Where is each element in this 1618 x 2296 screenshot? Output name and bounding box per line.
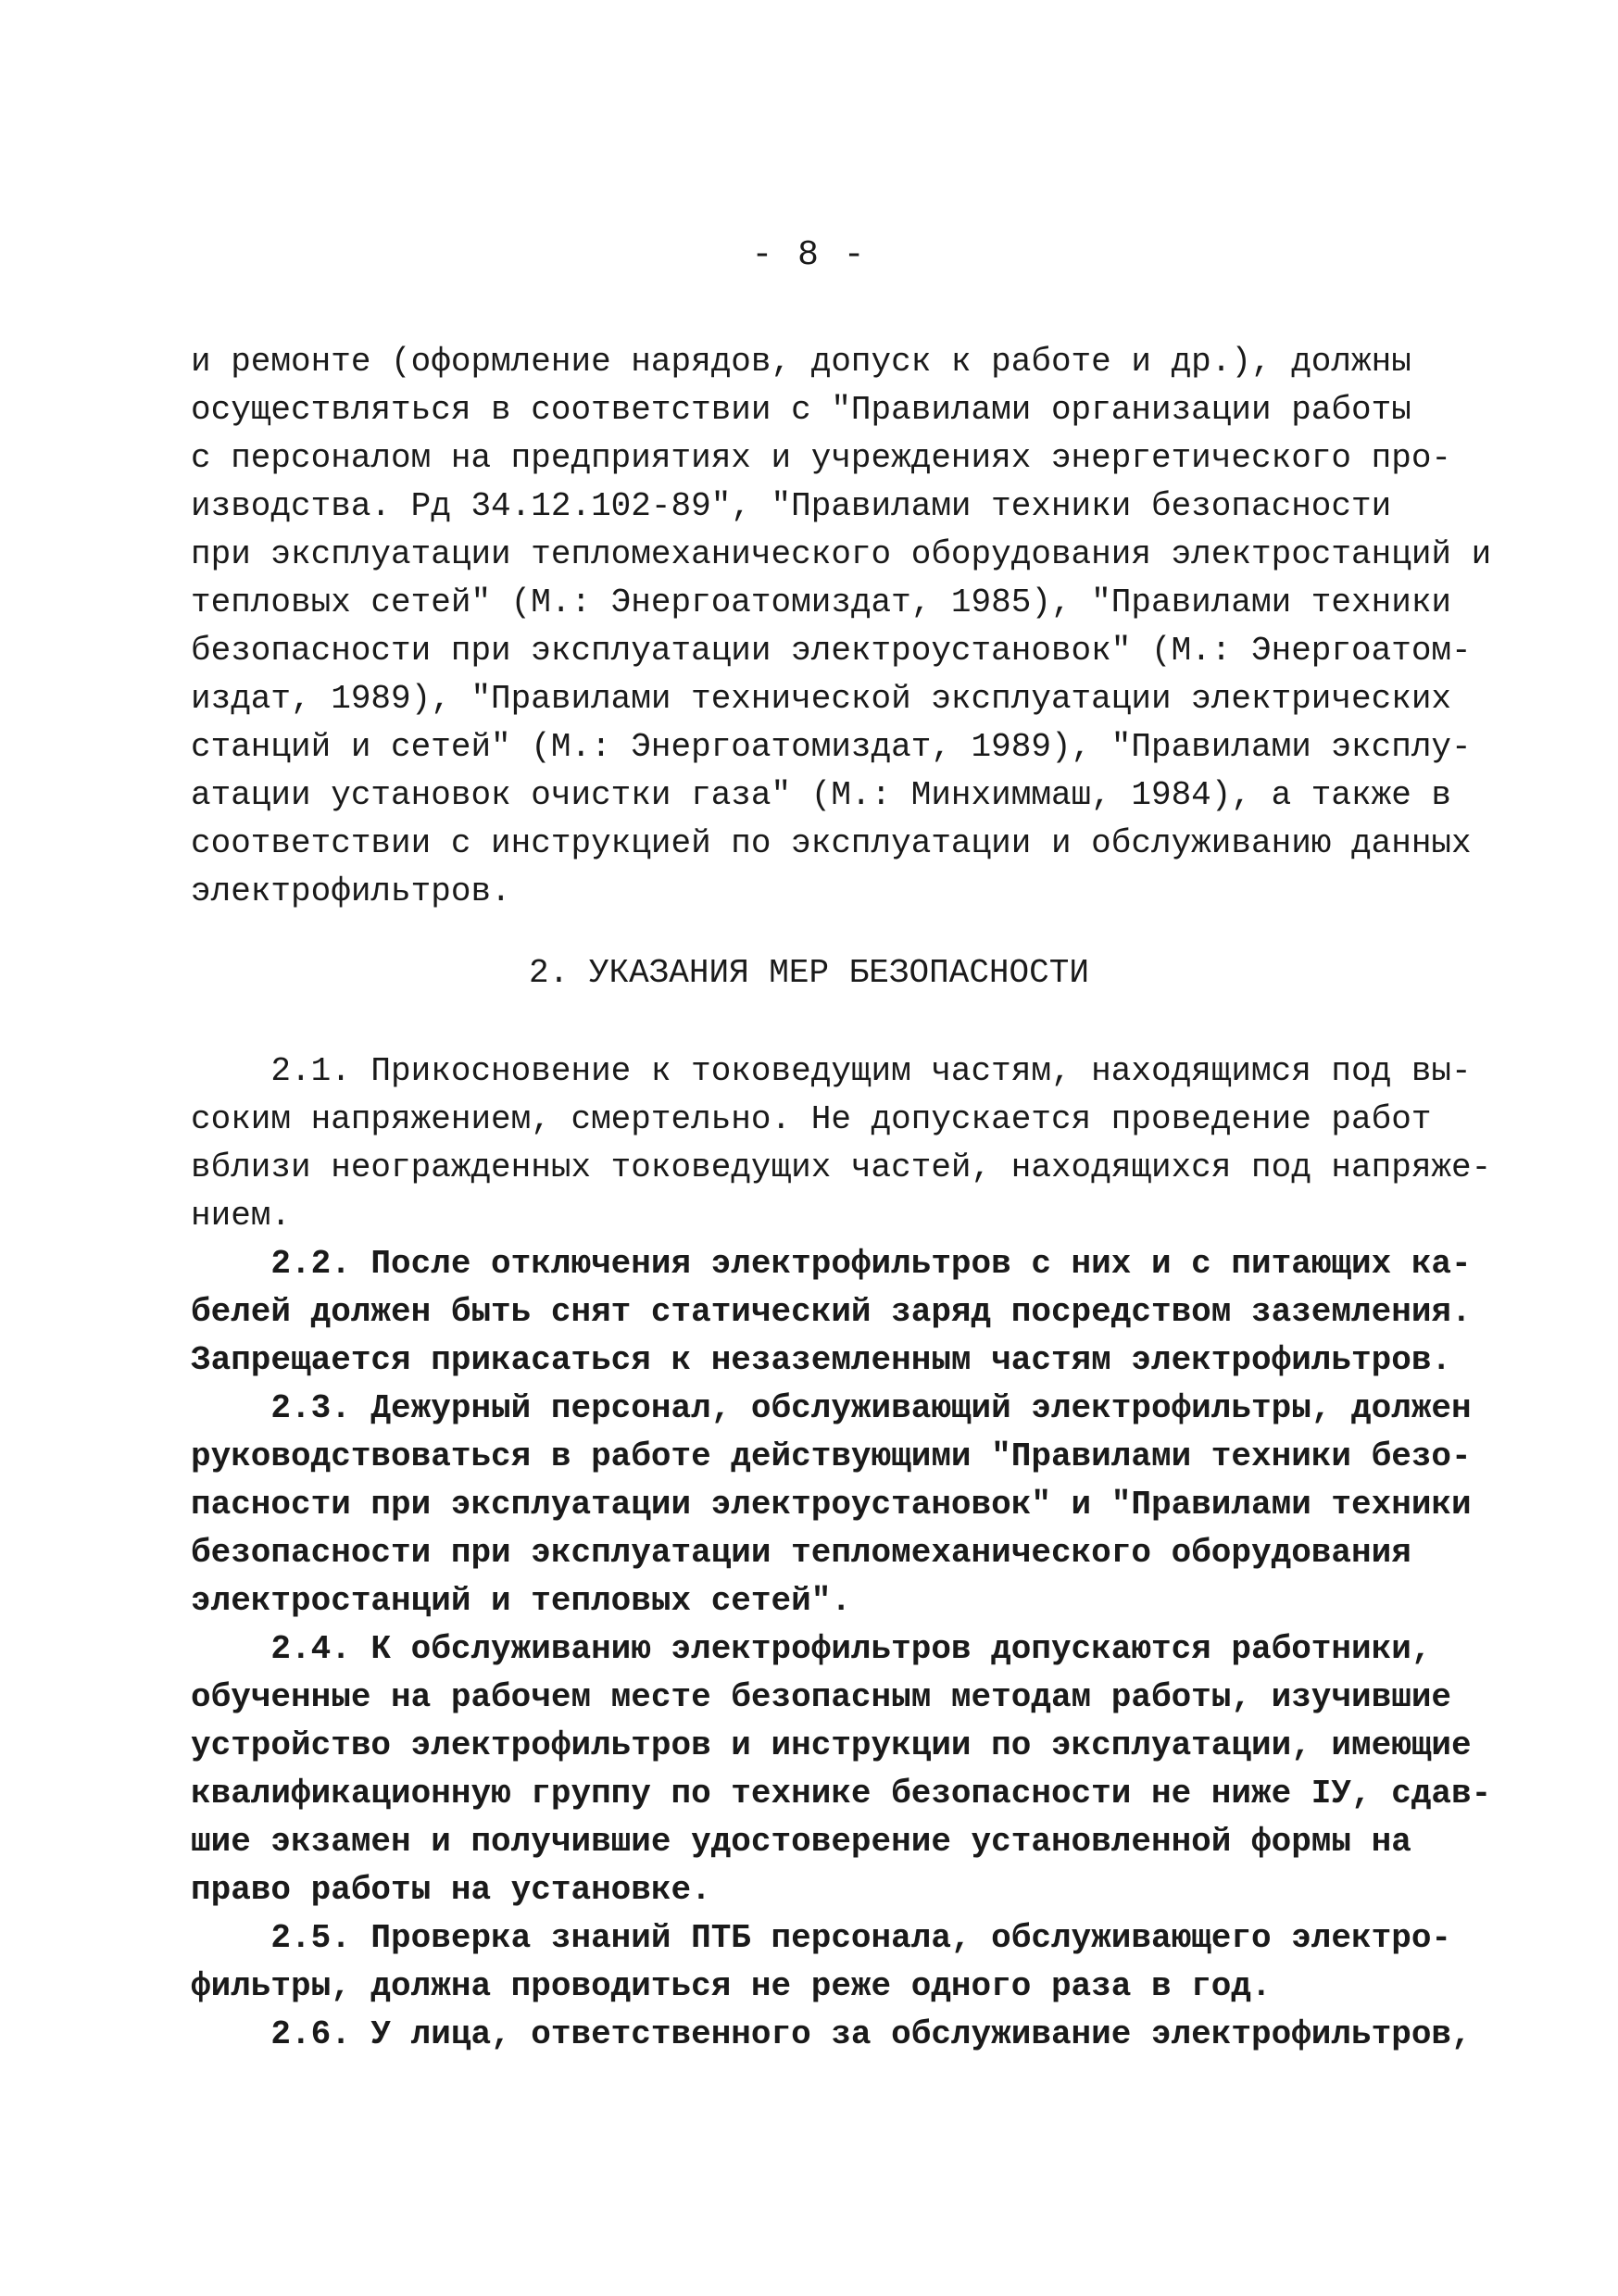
text-line: атации установок очистки газа" (М.: Минхиммаш, 1984), а также в (191, 776, 1452, 814)
text-line: фильтры, должна проводиться не реже одного раза в год. (191, 1967, 1272, 2005)
text-line: Запрещается прикасаться к незаземленным частям электрофильтров. (191, 1341, 1452, 1379)
text-line: с персоналом на предприятиях и учреждениях энергетического про- (191, 439, 1452, 477)
text-line: соким напряжением, смертельно. Не допускается проведение работ (191, 1100, 1432, 1138)
text-line: шие экзамен и получившие удостоверение установленной формы на (191, 1823, 1411, 1861)
text-line: обученные на рабочем месте безопасным методам работы, изучившие (191, 1678, 1452, 1716)
text-line: осуществляться в соответствии с "Правилами организации работы (191, 391, 1411, 429)
text-line: безопасности при эксплуатации электроустановок" (М.: Энергоатом- (191, 632, 1472, 670)
page-number: - 8 - (751, 235, 867, 275)
text-line: руководствоваться в работе действующими "Правилами техники безо- (191, 1437, 1472, 1475)
text-line: 2.2. После отключения электрофильтров с них и с питающих ка- (191, 1245, 1472, 1283)
text-line: 2.6. У лица, ответственного за обслуживание электрофильтров, (191, 2015, 1472, 2053)
text-line: издат, 1989), "Правилами технической эксплуатации электрических (191, 680, 1452, 718)
safety-section-body (191, 1048, 1492, 2059)
text-line: при эксплуатации тепломеханического оборудования электростанций и (191, 535, 1492, 573)
section-heading: 2. УКАЗАНИЯ МЕР БЕЗОПАСНОСТИ (529, 954, 1089, 992)
text-line: пасности при эксплуатации электроустановок" и "Правилами техники (191, 1486, 1472, 1524)
text-line: квалификационную группу по технике безопасности не ниже IУ, сдав- (191, 1775, 1492, 1813)
text-line: 2.4. К обслуживанию электрофильтров допускаются работники, (191, 1630, 1432, 1668)
text-line: электрофильтров. (191, 872, 511, 910)
text-line: электростанций и тепловых сетей". (191, 1582, 851, 1620)
text-line: белей должен быть снят статический заряд посредством заземления. (191, 1293, 1472, 1331)
text-line: станций и сетей" (М.: Энергоатомиздат, 1989), "Правилами эксплу- (191, 728, 1472, 766)
text-line: устройство электрофильтров и инструкции по эксплуатации, имеющие (191, 1726, 1472, 1764)
text-line: 2.1. Прикосновение к токоведущим частям, находящимся под вы- (191, 1052, 1472, 1090)
text-line: нием. (191, 1197, 292, 1235)
text-line: тепловых сетей" (М.: Энергоатомиздат, 1985), "Правилами техники (191, 583, 1452, 621)
text-line: изводства. Рд 34.12.102-89", "Правилами техники безопасности (191, 487, 1392, 525)
text-line: вблизи неогражденных токоведущих частей, находящихся под напряже- (191, 1148, 1492, 1186)
text-line: безопасности при эксплуатации тепломеханического оборудования (191, 1534, 1411, 1572)
text-line: соответствии с инструкцией по эксплуатации и обслуживанию данных (191, 824, 1472, 862)
text-line: право работы на установке. (191, 1871, 711, 1909)
text-line: 2.3. Дежурный персонал, обслуживающий электрофильтры, должен (191, 1389, 1472, 1427)
text-line: и ремонте (оформление нарядов, допуск к работе и др.), должны (191, 343, 1411, 381)
text-line: 2.5. Проверка знаний ПТБ персонала, обслуживающего электро- (191, 1919, 1452, 1957)
intro-paragraph (191, 338, 1492, 916)
